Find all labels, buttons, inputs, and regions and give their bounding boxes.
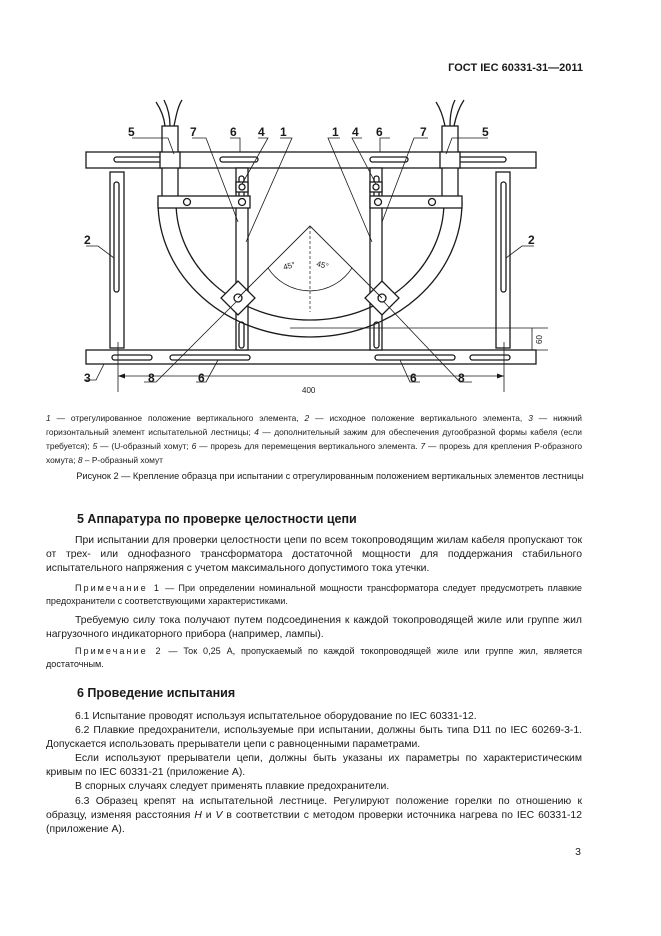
- figure-legend: 1 — отрегулированное положение вертикального элемента, 2 — исходное положение вертикального элемента, 3 — нижний горизонтальный элемент испытательной лестницы; 4 — дополнительный зажим для обеспечения дугообразной формы кабеля (если требуется); 5 — (U-образный хомут; 6 — прорезь для перемещения вертикального элемента. 7 — прорезь для крепления P-образного хомута; 8 – P-образный хомут: [46, 413, 582, 465]
- label-2-left: 2: [84, 233, 91, 247]
- label-6-right: 6: [376, 125, 383, 139]
- section-6-paragraph-4: В спорных случаях следует применять плавкие предохранители.: [75, 781, 390, 792]
- label-45-left: 45°: [282, 260, 297, 272]
- clamp-bar-right: [370, 196, 462, 208]
- section-5-paragraph-1: При испытании для проверки целостности цепи по всем токопроводящим жилам кабеля пропускают ток от трех- или однофазного трансформатора достаточной мощности для поддержания стабильного испытательного напряжения с учетом максимального допустимого тока утечки.: [46, 535, 582, 574]
- label-400: 400: [302, 386, 316, 395]
- label-6-bottom-left: 6: [198, 371, 205, 385]
- label-1-right: 1: [332, 125, 339, 139]
- clamp-bar-left: [158, 196, 250, 208]
- section-6-heading: 6 Проведение испытания: [77, 686, 236, 700]
- section-6-paragraph-3: Если используют прерыватели цепи, должны быть указаны их параметры по характеристическим кривым по IEC 60331-21 (приложение А).: [46, 753, 582, 778]
- document-header: ГОСТ IEC 60331-31—2011: [448, 62, 583, 74]
- label-1-left: 1: [280, 125, 287, 139]
- section-5-note-1: Примечание 1 — При определении номинальной мощности трансформатора следует предусмотреть плавкие предохранители с соответствующими характеристиками.: [46, 583, 582, 606]
- label-7-left: 7: [190, 125, 197, 139]
- section-6-paragraph-1: 6.1 Испытание проводят используя испытательное оборудование по IEC 60331-12.: [75, 711, 477, 722]
- vertical-right-original: [496, 172, 510, 348]
- label-6-left: 6: [230, 125, 237, 139]
- label-7-right: 7: [420, 125, 427, 139]
- label-3: 3: [84, 371, 91, 385]
- label-8-right: 8: [458, 371, 465, 385]
- bottom-rail: [86, 350, 536, 364]
- page-number: 3: [575, 846, 581, 858]
- section-6-paragraph-5: 6.3 Образец крепят на испытательной лестнице. Регулируют положение горелки по отношению к образцу, изменяя расстояния H и V в соответствии с методом проверки источника нагрева по IEC 60331-12 (приложение А).: [46, 796, 582, 835]
- label-45-right: 45°: [315, 259, 330, 272]
- section-6-paragraph-2: 6.2 Плавкие предохранители, используемые при испытании, должны быть типа D11 по IEC 60269-3-1. Допускается использовать прерыватели цепи с равноценными параметрами.: [46, 725, 582, 750]
- section-5-paragraph-2: Требуемую силу тока получают путем подсоединения к каждой токопроводящей жиле или группе жил нагрузочного индикаторного прибора (например, лампы).: [46, 615, 582, 640]
- u-clamp-right: [440, 152, 460, 168]
- vertical-left-original: [110, 172, 124, 348]
- u-clamp-left: [160, 152, 180, 168]
- label-60: 60: [535, 335, 544, 344]
- section-5-heading: 5 Аппаратура по проверке целостности цепи: [77, 512, 357, 526]
- label-6-bottom-right: 6: [410, 371, 417, 385]
- ladder-mounting-figure: [70, 92, 550, 404]
- label-4-left: 4: [258, 125, 265, 139]
- top-rail: [86, 152, 536, 168]
- label-2-right: 2: [528, 233, 535, 247]
- figure-caption: Рисунок 2 — Крепление образца при испытании с отрегулированным положением вертикальных элементов лестницы: [76, 471, 584, 481]
- vertical-right-adjusted: [370, 168, 382, 350]
- label-5-right: 5: [482, 125, 489, 139]
- label-4-right: 4: [352, 125, 359, 139]
- label-8-left: 8: [148, 371, 155, 385]
- label-5-left: 5: [128, 125, 135, 139]
- cable-arc-outer: [158, 202, 462, 337]
- section-5-note-2: Примечание 2 — Ток 0,25 А, пропускаемый по каждой токопроводящей жиле или группе жил, является достаточным.: [46, 646, 582, 669]
